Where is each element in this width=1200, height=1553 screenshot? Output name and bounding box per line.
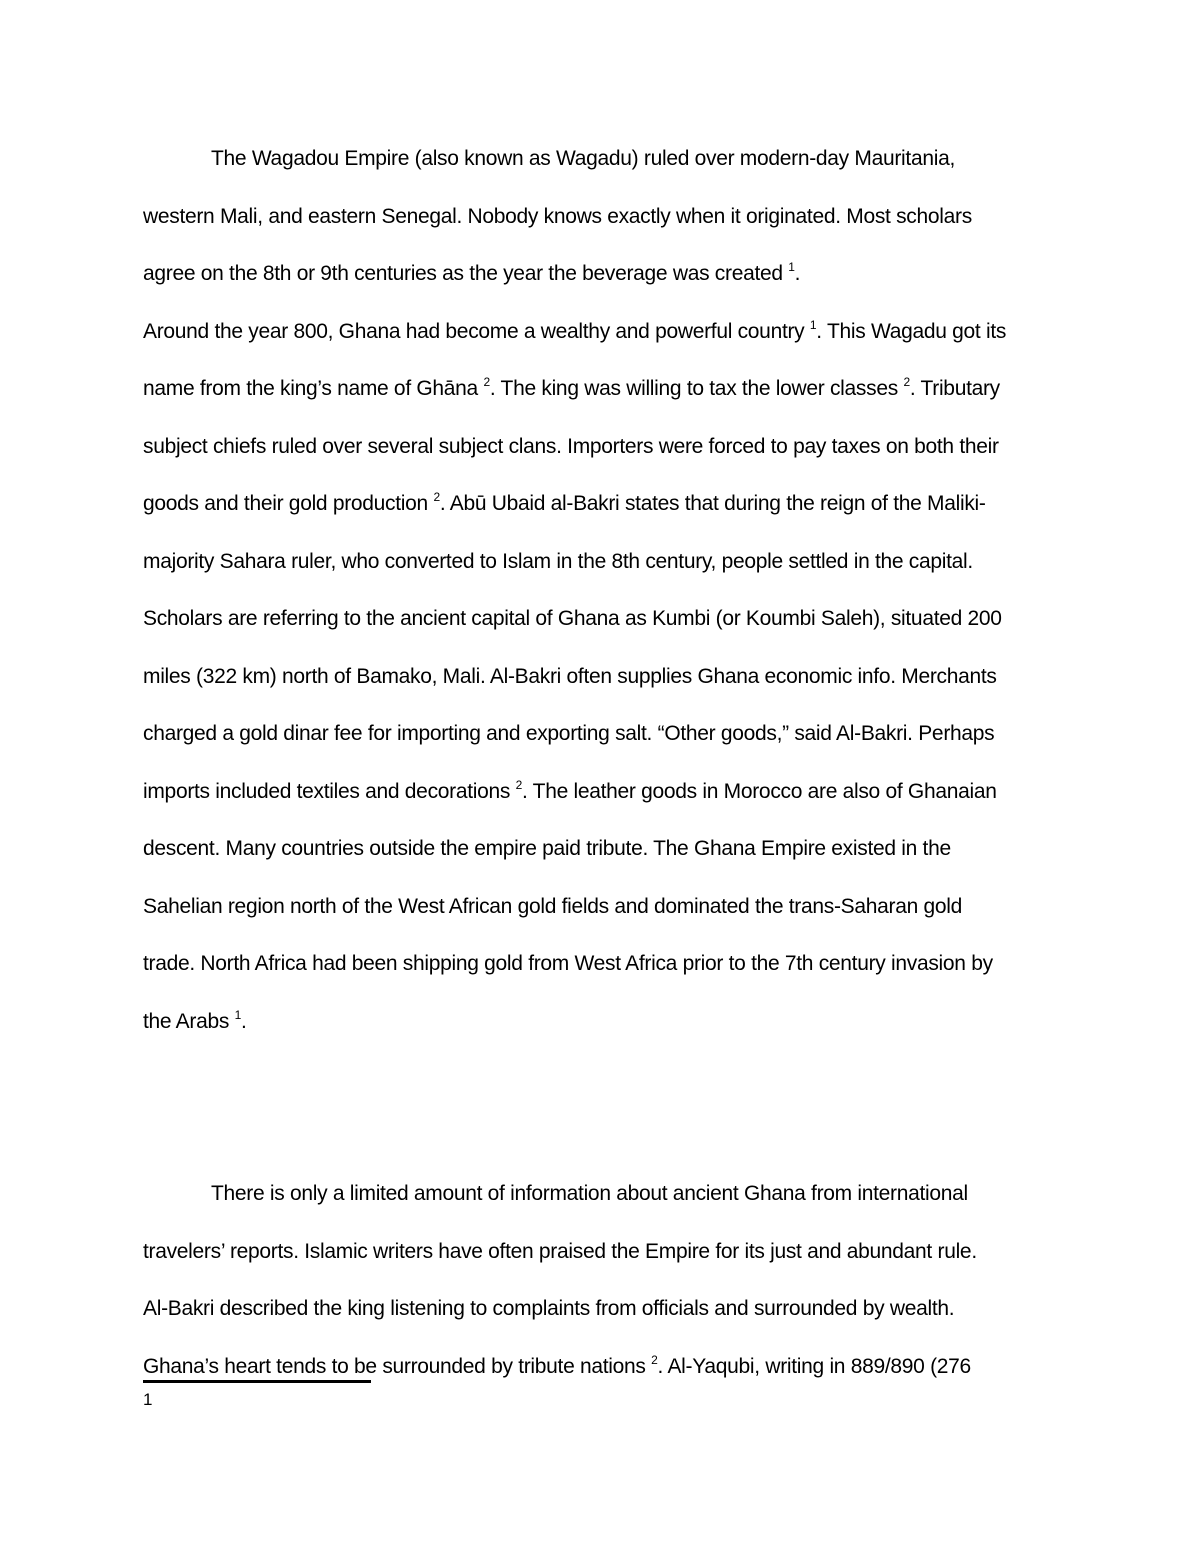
line-text: . Al-Yaqubi, writing in 889/890 (276 — [657, 1355, 971, 1378]
line-text: Al-Bakri described the king listening to complaints from officials and surrounded by wealth. — [143, 1297, 955, 1320]
footnote-number: 1 — [143, 1390, 153, 1409]
citation-superscript: 2 — [433, 490, 440, 504]
text-line — [211, 145, 955, 173]
line-text: agree on the 8th or 9th centuries as the year the beverage was created — [143, 262, 789, 285]
text-line — [143, 1238, 977, 1266]
text-line — [143, 1353, 971, 1381]
text-line — [143, 490, 986, 518]
line-text: . The leather goods in Morocco are also of Ghanaian — [521, 780, 997, 803]
line-text: trade. North Africa had been shipping gold from West Africa prior to the 7th century invasion by — [143, 952, 993, 975]
line-text: western Mali, and eastern Senegal. Nobody knows exactly when it originated. Most scholars — [143, 205, 972, 228]
citation-superscript: 1 — [788, 260, 795, 274]
line-text: . This Wagadu got its — [816, 320, 1007, 343]
line-text: descent. Many countries outside the empire paid tribute. The Ghana Empire existed in the — [143, 837, 951, 860]
line-text: There is only a limited amount of information about ancient Ghana from international — [211, 1182, 968, 1205]
line-text: Ghana’s heart tends to be surrounded by tribute nations — [143, 1355, 652, 1378]
line-text: Around the year 800, Ghana had become a wealthy and powerful country — [143, 320, 810, 343]
line-text: majority Sahara ruler, who converted to Islam in the 8th century, people settled in the capital. — [143, 550, 973, 573]
line-text: imports included textiles and decorations — [143, 780, 516, 803]
line-text: charged a gold dinar fee for importing and exporting salt. “Other goods,” said Al-Bakri. Perhaps — [143, 722, 995, 745]
text-line — [143, 605, 1002, 633]
text-line — [143, 893, 962, 921]
line-text: Scholars are referring to the ancient capital of Ghana as Kumbi (or Koumbi Saleh), situated 200 — [143, 607, 1002, 630]
text-line — [143, 950, 993, 978]
text-line — [143, 778, 997, 806]
line-text: . Abū Ubaid al-Bakri states that during the reign of the Maliki- — [439, 492, 986, 515]
text-line — [143, 720, 994, 748]
line-text: . Tributary — [909, 377, 1000, 400]
text-line — [143, 1295, 954, 1323]
line-text: name from the king’s name of Ghāna — [143, 377, 484, 400]
citation-superscript: 2 — [515, 778, 522, 792]
text-line — [143, 260, 800, 288]
line-text: travelers’ reports. Islamic writers have often praised the Empire for its just and abundant rule. — [143, 1240, 977, 1263]
line-text: goods and their gold production — [143, 492, 434, 515]
line-text: . The king was willing to tax the lower classes — [489, 377, 904, 400]
text-line — [143, 375, 1000, 403]
text-line — [143, 1008, 246, 1036]
text-line — [143, 318, 1006, 346]
citation-superscript: 1 — [234, 1008, 241, 1022]
text-line — [143, 548, 973, 576]
citation-superscript: 2 — [651, 1353, 658, 1367]
line-text: the Arabs — [143, 1010, 235, 1033]
line-text: . — [240, 1010, 247, 1033]
text-line — [211, 1180, 968, 1208]
text-line — [143, 663, 997, 691]
line-text: miles (322 km) north of Bamako, Mali. Al-Bakri often supplies Ghana economic info. Merchants — [143, 665, 997, 688]
line-text: The Wagadou Empire (also known as Wagadu) ruled over modern-day Mauritania, — [211, 147, 955, 170]
citation-superscript: 2 — [903, 375, 910, 389]
text-line — [143, 433, 999, 461]
line-text: Sahelian region north of the West African gold fields and dominated the trans-Saharan gold — [143, 895, 962, 918]
text-line — [143, 203, 972, 231]
citation-superscript: 2 — [483, 375, 490, 389]
line-text: subject chiefs ruled over several subject clans. Importers were forced to pay taxes on both their — [143, 435, 999, 458]
footnote-separator — [143, 1380, 371, 1383]
citation-superscript: 1 — [809, 318, 817, 332]
line-text: . — [794, 262, 801, 285]
text-line — [143, 835, 951, 863]
